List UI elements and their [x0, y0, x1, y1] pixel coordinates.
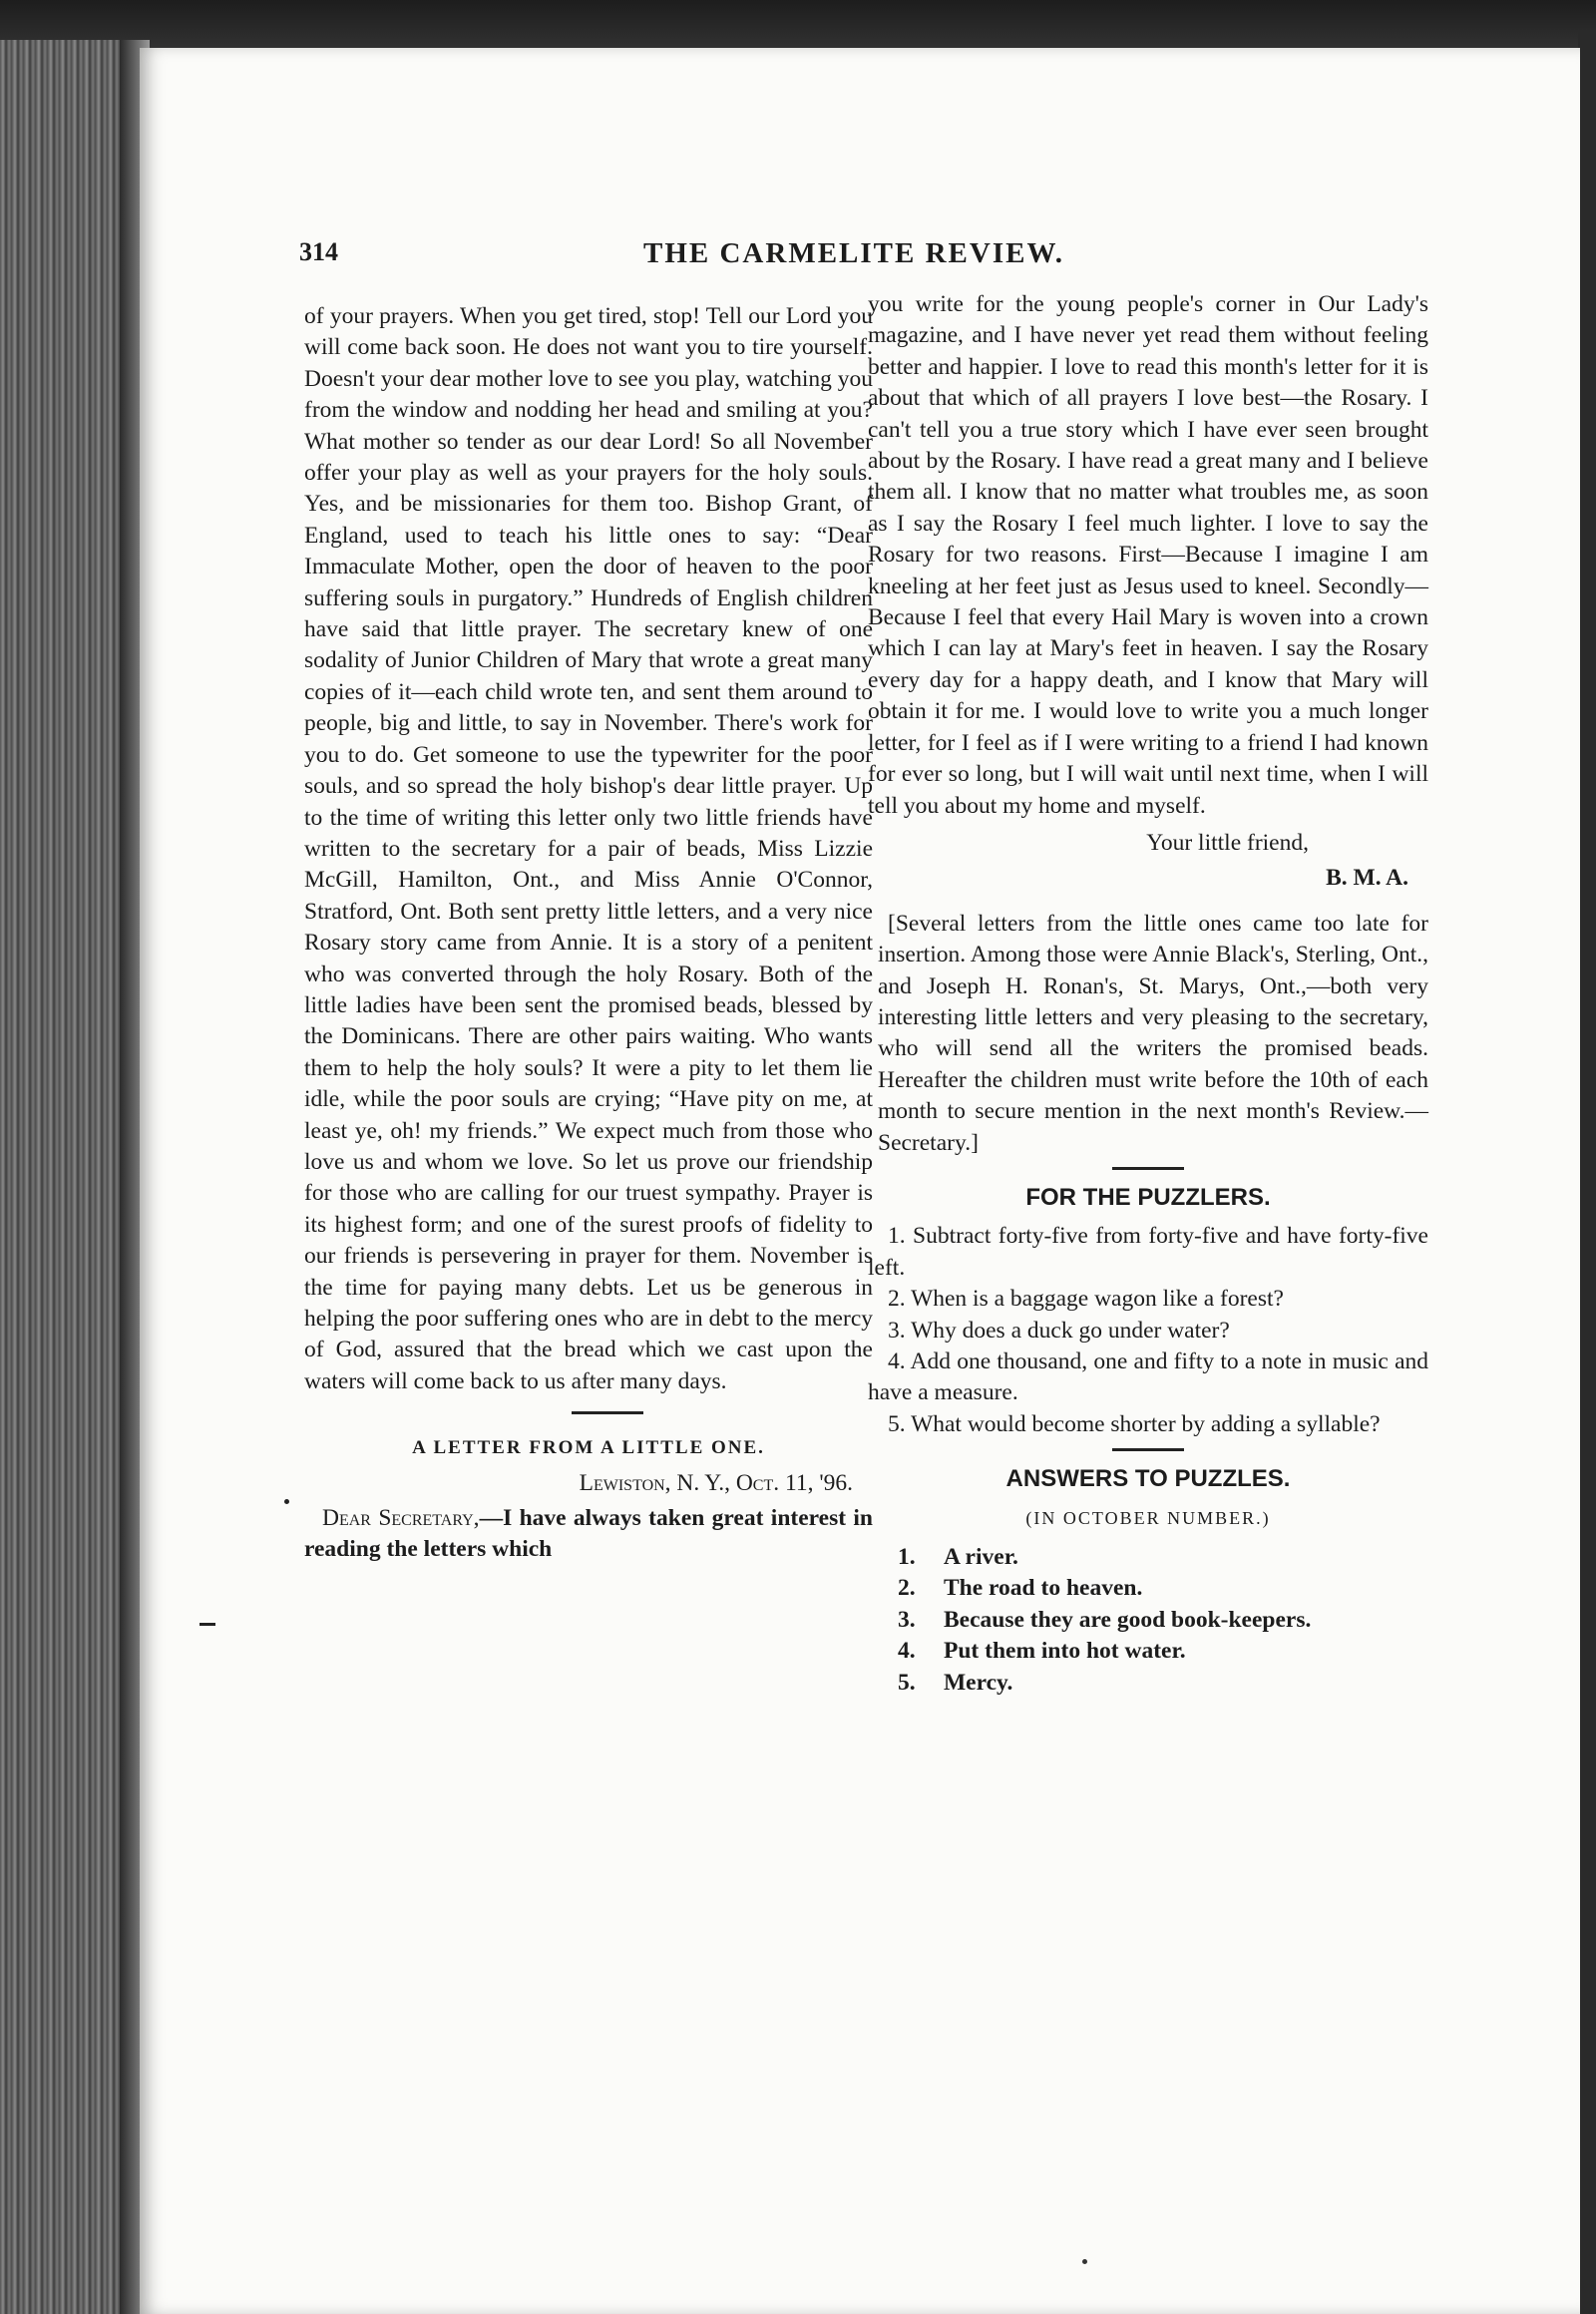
answer-number: 5.: [898, 1669, 916, 1696]
puzzle-item: 2. When is a baggage wagon like a forest?: [888, 1286, 1284, 1313]
puzzle-item: 1. Subtract forty-five from forty-five and have forty-five left.: [868, 1223, 1428, 1281]
margin-mark: [200, 1623, 215, 1626]
page-speck: [1082, 2259, 1087, 2264]
body-paragraph: of your prayers. When you get tired, stop! Tell our Lord you will come back soon. He does not want you to tire yourself. Doesn't your dear mother love to see you play, watching you from the window and nodding her head and smiling at you? What mother so tender as our dear Lord! So all November offer your play as well as your prayers for the holy souls. Yes, and be missionaries for them too. Bishop Grant, of England, used to teach his little ones to say: “Dear Immaculate Mother, open the door of heaven to the poor suffering souls in purgatory.” Hundreds of English children have said that little prayer. The secretary knew of one sodality of Junior Children of Mary that wrote a great many copies of it—each child wrote ten, and sent them around to people, big and little, to say in November. There's work for you to do. Get someone to use the typewriter for the poor souls, and so spread the holy bishop's dear little prayer. Up to the time of writing this letter only two little friends have written to the secretary for a pair of beads, Miss Lizzie McGill, Hamilton, Ont., and Miss Annie O'Connor, Stratford, Ont. Both sent pretty little letters, and a very nice Rosary story came from Annie. It is a story of a penitent who was converted through the holy Rosary. Both of the little ladies have been sent the promised beads, blessed by the Dominicans. There are other pairs waiting. Who wants them to help the holy souls? It were a pity to let them lie idle, while the poor souls are crying; “Have pity on me, at least ye, oh! my friends.” We expect much from those who love us and whom we love. So let us prove our friendship for those who are calling for our truest sympathy. Prayer is its highest form; and one of the surest proofs of fidelity to our friends is persevering in prayer for them. November is the time for paying many debts. Let us be generous in helping the poor suffering ones who are in debt to the mercy of God, assured that the bread which we cast upon the waters will come back to us after many days.: [304, 303, 873, 1394]
scan-background-right: [1578, 30, 1596, 2314]
answer-text: A river.: [944, 1544, 1018, 1571]
answer-number: 2.: [898, 1575, 916, 1602]
letter-initials: B. M. A.: [1326, 865, 1408, 892]
letter-continued: you write for the young people's corner in Our Lady's magazine, and I have never yet read them without feeling better and happier. I love to read this month's letter for it is about that which of all prayers I love best—the Rosary. I can't tell you a true story which I have ever seen brought about by the Rosary. I have read a great many and I believe them all. I know that no matter what troubles me, as soon as I say the Rosary I feel much lighter. I love to say the Rosary for two reasons. First—Because I imagine I am kneeling at her feet just as Jesus used to kneel. Secondly—Because I feel that every Hail Mary is woven into a crown which I can lay at Mary's feet in heaven. I say the Rosary every day for a happy death, and I know that Mary will obtain it for me. I would love to write you a much longer letter, for I feel as if I were writing to a friend I had known for ever so long, but I will wait until next time, when I will tell you about my home and myself.: [868, 291, 1428, 819]
puzzle-item: 3. Why does a duck go under water?: [888, 1317, 1230, 1344]
right-column: [868, 289, 1428, 1699]
page-number: 314: [299, 237, 338, 266]
letter-start: —I have always taken great interest in reading the letters which: [304, 1505, 874, 1563]
running-header: [299, 237, 1077, 277]
journal-title: THE CARMELITE REVIEW.: [643, 237, 1065, 269]
letter-salutation: Dear Secretary,: [322, 1505, 480, 1532]
answer-text: The road to heaven.: [944, 1575, 1143, 1602]
answer-item: [898, 1636, 1428, 1667]
answer-item: [898, 1573, 1428, 1604]
answers-subheading: (IN OCTOBER NUMBER.): [1025, 1507, 1271, 1528]
letter-dateline: Lewiston, N. Y., Oct. 11, '96.: [579, 1469, 853, 1496]
section-divider: [1112, 1167, 1184, 1170]
answer-item: [898, 1605, 1428, 1636]
margin-speck: [284, 1499, 289, 1504]
answer-number: 4.: [898, 1638, 916, 1665]
answer-text: Mercy.: [944, 1669, 1013, 1696]
section-divider: [1112, 1448, 1184, 1451]
book-spine: [0, 40, 140, 2314]
left-column: [304, 301, 873, 1566]
answers-heading: ANSWERS TO PUZZLES.: [1005, 1465, 1291, 1493]
answer-item: [898, 1542, 1428, 1573]
puzzle-item: 5. What would become shorter by adding a syllable?: [888, 1410, 1381, 1437]
answer-number: 3.: [898, 1606, 916, 1633]
letter-signoff: Your little friend,: [1146, 829, 1309, 856]
answer-text: Put them into hot water.: [944, 1638, 1186, 1665]
editor-note: [Several letters from the little ones came too late for insertion. Among those were Annie Black's, Sterling, Ont., and Joseph H. Ronan's, St. Marys, Ont.,—both very interesting little letters and very pleasing to the secretary, who will send all the writers the promised beads. Hereafter the children must write before the 10th of each month to secure mention in the next month's Review.—Secretary.]: [878, 910, 1428, 1156]
letter-opening: [304, 1503, 873, 1566]
puzzlers-heading: FOR THE PUZZLERS.: [1025, 1183, 1271, 1211]
letter-title: A LETTER FROM A LITTLE ONE.: [412, 1437, 765, 1459]
answer-text: Because they are good book-keepers.: [944, 1606, 1312, 1633]
answer-item: [898, 1668, 1428, 1699]
answer-number: 1.: [898, 1544, 916, 1571]
section-divider: [572, 1411, 643, 1414]
puzzle-item: 4. Add one thousand, one and fifty to a note in music and have a measure.: [868, 1349, 1428, 1406]
